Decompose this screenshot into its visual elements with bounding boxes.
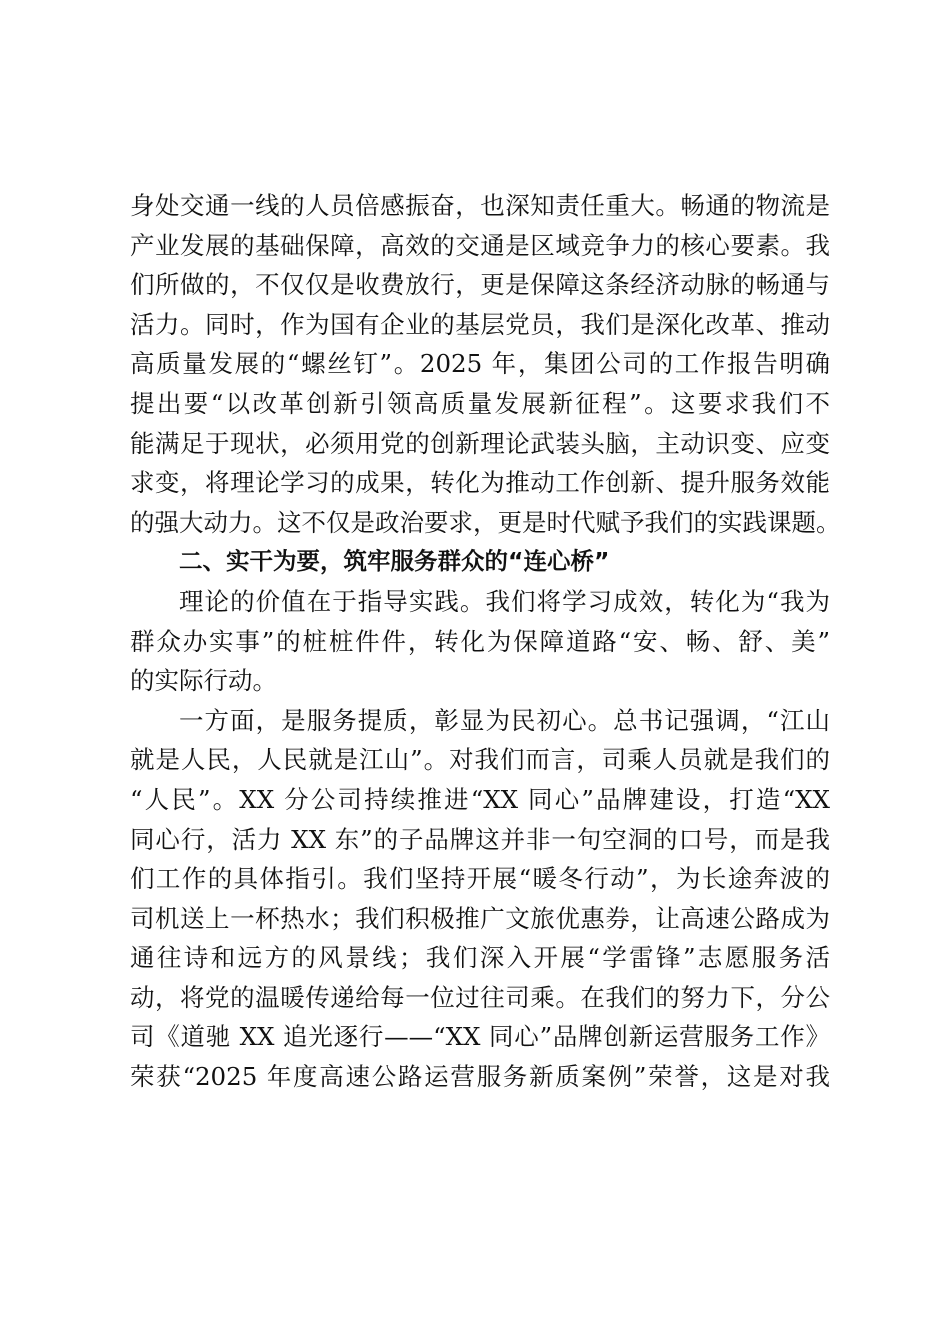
paragraph-line: 的强大动力。这不仅是政治要求，更是时代赋予我们的实践课题。: [130, 507, 841, 537]
paragraph-line: “人民”。XX 分公司持续推进“XX 同心”品牌建设，打造“XX: [130, 784, 830, 814]
paragraph-line: 求变，将理论学习的成果，转化为推动工作创新、提升服务效能: [130, 468, 830, 498]
paragraph-line: 群众办实事”的桩桩件件，转化为保障道路“安、畅、舒、美”: [130, 626, 830, 656]
paragraph-line: 能满足于现状，必须用党的创新理论武装头脑，主动识变、应变: [130, 428, 830, 458]
paragraph-line: 通往诗和远方的风景线；我们深入开展“学雷锋”志愿服务活: [130, 943, 830, 973]
paragraph-line: 活力。同时，作为国有企业的基层党员，我们是深化改革、推动: [130, 309, 830, 339]
paragraph-line: 们工作的具体指引。我们坚持开展“暖冬行动”，为长途奔波的: [130, 864, 830, 894]
paragraph-line: 司《道驰 XX 追光逐行——“XX 同心”品牌创新运营服务工作》: [130, 1022, 830, 1052]
section-heading: 二、实干为要，筑牢服务群众的“连心桥”: [179, 547, 610, 576]
paragraph-line: 一方面，是服务提质，彰显为民初心。总书记强调，“江山: [179, 705, 830, 735]
document-body: [130, 186, 841, 1097]
paragraph-line: 的实际行动。: [130, 666, 277, 696]
paragraph-line: 理论的价值在于指导实践。我们将学习成效，转化为“我为: [179, 586, 830, 616]
paragraph-line: 高质量发展的“螺丝钉”。2025 年，集团公司的工作报告明确: [130, 349, 830, 379]
paragraph-line: 动，将党的温暖传递给每一位过往司乘。在我们的努力下，分公: [130, 982, 830, 1012]
paragraph-line: 身处交通一线的人员倍感振奋，也深知责任重大。畅通的物流是: [130, 191, 830, 220]
paragraph-line: 司机送上一杯热水；我们积极推广文旅优惠券，让高速公路成为: [130, 903, 830, 933]
paragraph-line: 荣获“2025 年度高速公路运营服务新质案例”荣誉，这是对我: [130, 1062, 830, 1092]
paragraph-line: 产业发展的基础保障，高效的交通是区域竞争力的核心要素。我: [130, 230, 830, 260]
paragraph-line: 同心行，活力 XX 东”的子品牌这并非一句空洞的口号，而是我: [130, 824, 830, 854]
paragraph-line: 们所做的，不仅仅是收费放行，更是保障这条经济动脉的畅通与: [130, 270, 830, 300]
paragraph-line: 就是人民，人民就是江山”。对我们而言，司乘人员就是我们的: [130, 745, 830, 775]
paragraph-line: 提出要“以改革创新引领高质量发展新征程”。这要求我们不: [130, 388, 830, 418]
